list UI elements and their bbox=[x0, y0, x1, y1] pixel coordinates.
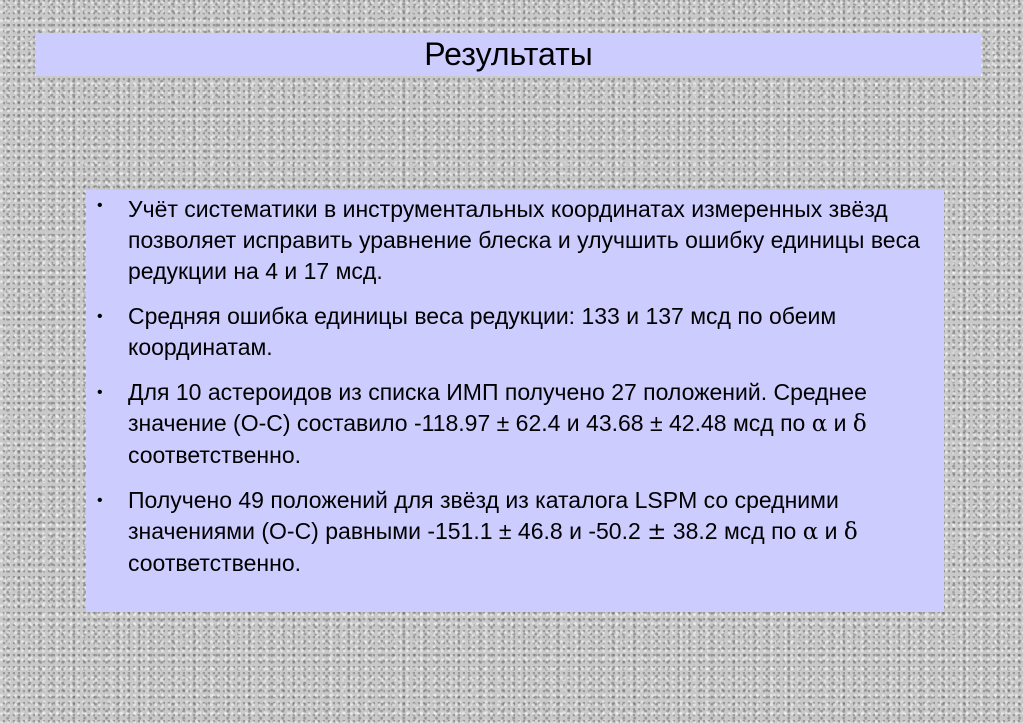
bullet-text: соответственно. bbox=[128, 442, 302, 468]
bullet-text: Получено 49 положений для звёзд из каталога LSPM со средними значениями (О-С) равными -151.1 ± 46.8 и -50.2 bbox=[128, 487, 839, 544]
bullet-item-4 bbox=[86, 485, 944, 579]
bullet-list bbox=[86, 190, 944, 579]
bullet-text: соответственно. bbox=[128, 550, 302, 576]
bullet-text: и bbox=[818, 518, 844, 544]
slide-title: Результаты bbox=[424, 36, 593, 72]
bullet-item-1 bbox=[86, 190, 944, 287]
alpha-symbol: α bbox=[802, 519, 819, 545]
bullet-text: и bbox=[827, 410, 853, 436]
bullet-text: Для 10 астероидов из списка ИМП получено 27 положений. Среднее значение (О-С) составило -118.97 ± 62.4 и 43.68 ± 42.48 мсд по bbox=[128, 379, 867, 436]
content-box bbox=[86, 190, 944, 612]
bullet-item-3 bbox=[86, 377, 944, 471]
bullet-text: Учёт систематики в инструментальных координатах измеренных звёзд позволяет исправить уравнение блеска и улучшить ошибку единицы веса редукции на 4 и 17 мсд. bbox=[128, 196, 920, 284]
bullet-dot-icon: • bbox=[97, 492, 103, 509]
bullet-dot-icon: • bbox=[97, 384, 103, 401]
plus-minus-symbol: ± bbox=[647, 519, 667, 545]
delta-symbol: δ bbox=[843, 519, 858, 545]
bullet-item-2 bbox=[86, 301, 944, 363]
bullet-dot-icon: • bbox=[97, 197, 103, 214]
bullet-text: 38.2 мсд по bbox=[666, 518, 803, 544]
bullet-dot-icon: • bbox=[97, 308, 103, 325]
bullet-text: Средняя ошибка единицы веса редукции: 133 и 137 мсд по обеим координатам. bbox=[128, 303, 837, 360]
title-bar bbox=[36, 33, 981, 76]
alpha-symbol: α bbox=[811, 411, 828, 437]
delta-symbol: δ bbox=[852, 411, 867, 437]
